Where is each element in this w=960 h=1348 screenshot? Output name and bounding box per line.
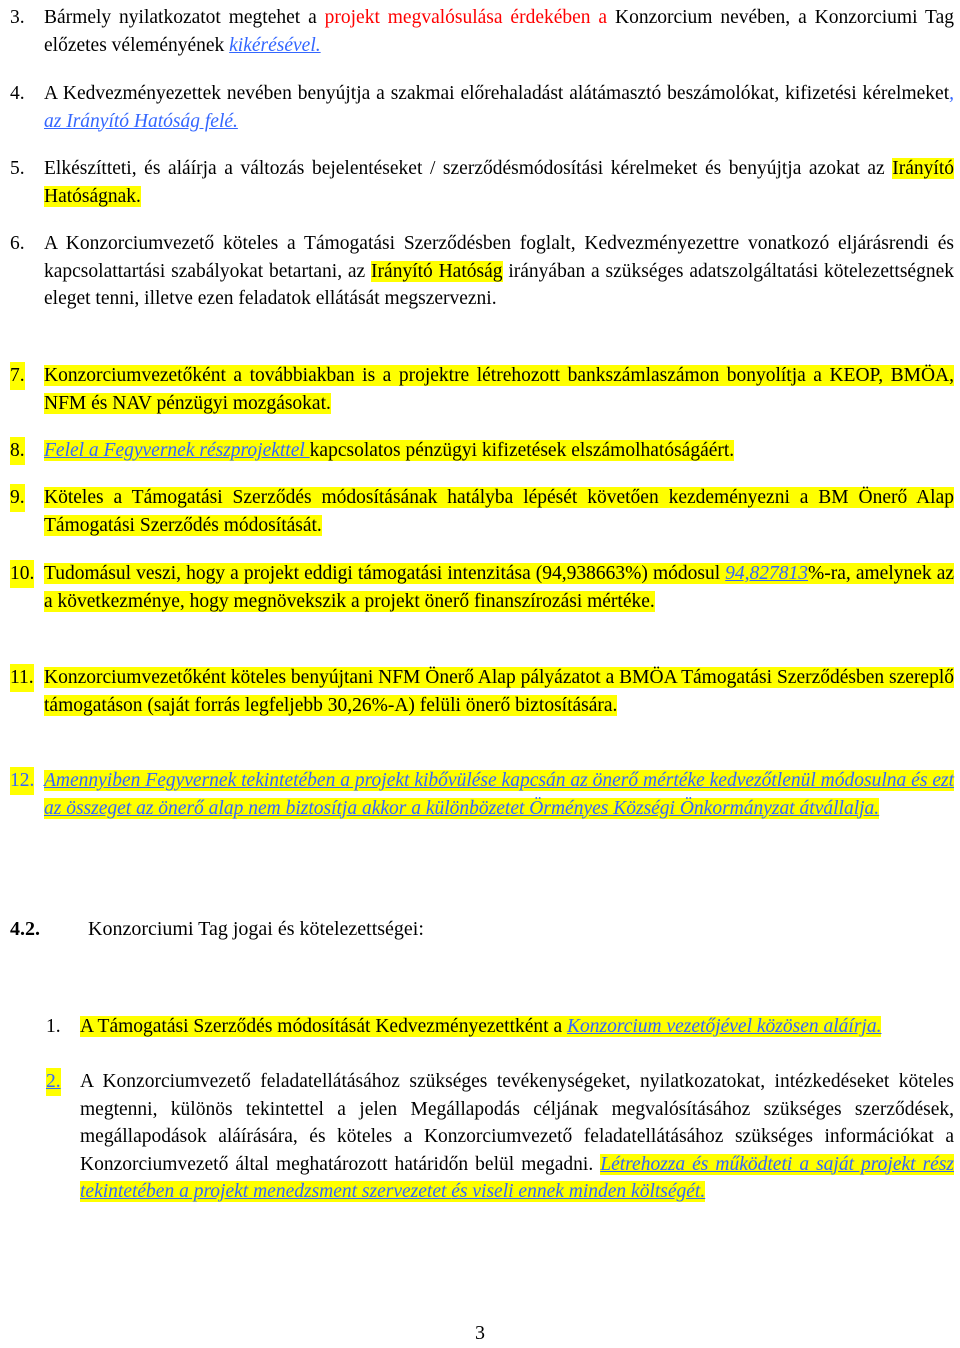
item-number: 3. [10,7,25,28]
text-segment: kikérésével. [229,34,321,56]
text-segment: A Konzorciumvezető feladatellátásához szükséges tevékenységeket, nyilatkozatokat, intézkedéseket köteles megtenni, különös tekintettel a jelen Megállapodás céljának megvalósításához szükséges szerződések, megállapodások aláírására, és köteles a Konzorciumvezető feladatellátásához szükséges információkat a Konzorciumvezető által meghatározott határidőn belül megadni. [80,1071,954,1175]
text-segment: irányában a szükséges adatszolgáltatási kötelezettségnek eleget tenni, illetve ezen feladatok ellátását megszervezni. [44,260,954,309]
text-segment: Elkészítteti, és aláírja a változás bejelentéseket / szerződésmódosítási kérelmeket és benyújtja azokat az [44,158,893,179]
list-item-6 [10,230,954,313]
item-number: 12. [10,767,34,795]
item-text [44,437,954,465]
section-number: 4.2. [10,918,40,940]
list-item-3 [10,4,954,59]
text-segment: Konzorcium nevében, a Konzorciumi Tag előzetes véleményének [44,7,954,56]
list-item-5 [10,155,954,210]
item-number: 2. [46,1068,61,1096]
text-segment: Bármely nyilatkozatot megtehet a [44,7,325,28]
text-segment: Amennyiben Fegyvernek tekintetében a projekt kibővülése kapcsán az önerő mértéke kedvezőtlenül módosulna és ezt az összeget az önerő alap nem biztosítja akkor a különbözetet Örményes Községi Önkormányzat átvállalja. [44,770,954,819]
list-item-7 [10,362,954,417]
section-heading [10,916,424,944]
item-text [44,80,954,135]
item-text [44,560,954,615]
text-segment: Konzorcium vezetőjével közösen aláírja. [566,1016,882,1037]
text-segment: kapcsolatos pénzügyi kifizetések elszámolhatóságáért. [309,440,735,461]
item-text [44,767,954,822]
item-number: 4. [10,83,25,104]
item-text [44,484,954,539]
item-text [44,362,954,417]
item-number: 8. [10,437,25,465]
item-number: 10. [10,560,34,588]
item-number: 6. [10,233,25,254]
text-segment: Létrehozza és működteti a saját projekt rész tekintetében a projekt menedzsment szervezetet [80,1153,954,1202]
list-item-10 [10,560,954,615]
item-number: 5. [10,158,25,179]
list-item-4 [10,80,954,135]
text-segment: Irányító Hatóság [371,260,503,282]
text-segment: Felel a Fegyvernek részprojekttel [44,440,310,461]
item-text [44,155,954,210]
text-segment: 94,827813 [725,563,809,584]
item-text [44,664,954,719]
text-segment: , az Irányító Hatóság felé. [44,83,954,132]
item-number: 9. [10,484,25,512]
text-segment: projekt megvalósulása érdekében a [324,7,608,28]
text-segment: %-ra, amelynek az a következménye, hogy megnövekszik a projekt önerő finanszírozási mértéke. [44,563,954,612]
section-title: Konzorciumi Tag jogai és kötelezettségei: [88,918,424,940]
item-text [80,1068,954,1206]
item-text [44,230,954,313]
list-item-12 [10,767,954,822]
item-number: 11. [10,664,34,692]
list-item-8 [10,437,954,465]
page-number: 3 [475,1322,485,1344]
list-item-11 [10,664,954,719]
text-segment: Konzorciumvezetőként a továbbiakban is a projektre létrehozott bankszámlaszámon bonyolítja a KEOP, BMÖA, NFM és NAV pénzügyi mozgásokat. [44,365,954,414]
item-number: 7. [10,362,25,390]
list-item-9 [10,484,954,539]
subitem-1 [46,1013,954,1041]
text-segment: Köteles a Támogatási Szerződés módosításának hatályba lépését követően kezdeményezni a BM Önerő Alap Támogatási Szerződés módosítását. [44,487,954,536]
text-segment: Konzorciumvezetőként köteles benyújtani NFM Önerő Alap pályázatot a BMÖA Támogatási Szerződésben szereplő támogatáson (saját forrás legfeljebb 30,26%-A) felüli önerő biztosítására. [44,667,954,716]
item-number: 1. [46,1016,61,1037]
text-segment: A Kedvezményezettek nevében benyújtja a szakmai előrehaladást alátámasztó beszámolókat, kifizetési kérelmeket [44,83,950,104]
text-segment: A Konzorciumvezető köteles a Támogatási Szerződésben foglalt, Kedvezményezettre vonatkozó eljárásrendi és kapcsolattartási szabályokat betartani, az [44,233,954,282]
text-segment: Irányító Hatóságnak. [44,158,954,207]
text-segment: és viseli ennek minden költségét. [451,1181,706,1202]
text-segment: Tudomásul veszi, hogy a projekt eddigi támogatási intenzitása (94,938663%) módosul [44,563,726,584]
subitem-2 [46,1068,954,1206]
text-segment: A Támogatási Szerződés módosítását Kedvezményezettként a [80,1016,567,1037]
item-text [44,4,954,59]
item-text [80,1013,954,1041]
